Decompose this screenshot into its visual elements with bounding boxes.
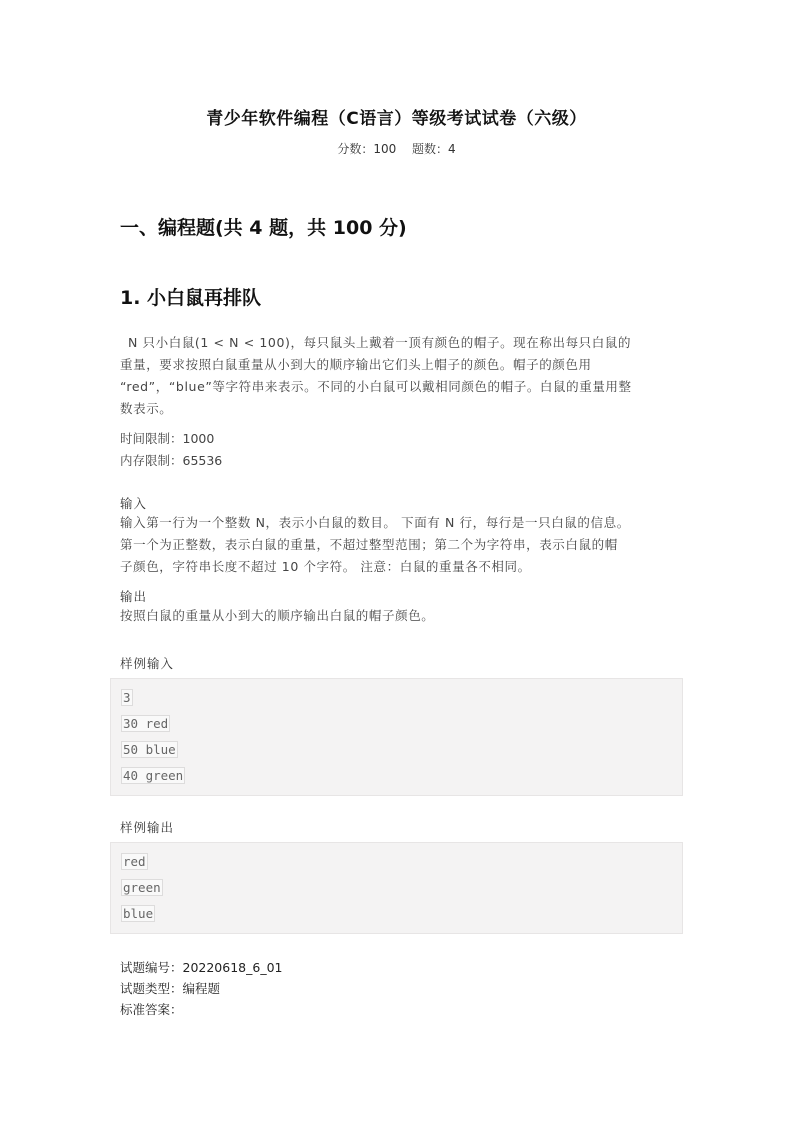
sample-input-line: 40 green (123, 768, 184, 783)
input-text (120, 512, 676, 578)
memory-limit: 内存限制：65536 (120, 453, 223, 468)
output-label: 输出 (120, 589, 148, 604)
sample-input-line: 30 red (123, 716, 169, 731)
sample-output-line: green (123, 880, 161, 895)
output-text: 按照白鼠的重量从小到大的顺序输出白鼠的帽子颜色。 (120, 608, 435, 623)
sample-output-line: blue (123, 906, 154, 921)
question-count: 题数：4 (412, 142, 456, 156)
output-section (120, 587, 676, 627)
problem-description (120, 332, 676, 420)
sample-input-line: 50 blue (123, 742, 176, 757)
description-line: “red”，“blue”等字符串来表示。不同的小白鼠可以戴相同颜色的帽子。白鼠的重量用整 (120, 379, 632, 394)
section-heading: 一、编程题(共 4 题，共 100 分) (120, 217, 407, 239)
description-line: 数表示。 (120, 401, 173, 416)
limits (120, 428, 222, 472)
input-text-line: 输入第一行为一个整数 N，表示小白鼠的数目。 下面有 N 行，每行是一只白鼠的信息。 (120, 515, 630, 530)
document-title: 青少年软件编程（C语言）等级考试试卷（六级） (206, 109, 587, 129)
input-section (120, 494, 676, 578)
sample-output-box (110, 842, 683, 934)
description-line: 重量，要求按照白鼠重量从小到大的顺序输出它们头上帽子的颜色。帽子的颜色用 (120, 357, 592, 372)
input-label: 输入 (120, 496, 148, 511)
description-line: N 只小白鼠(1 < N < 100)，每只鼠头上戴着一顶有颜色的帽子。现在称出每只白鼠的 (128, 335, 632, 350)
question-info (120, 957, 282, 1020)
total-score: 分数：100 (337, 142, 397, 156)
input-text-line: 第一个为正整数，表示白鼠的重量，不超过整型范围；第二个为字符串，表示白鼠的帽 (120, 537, 618, 552)
sample-output-label: 样例输出 (120, 820, 175, 835)
sample-input-line: 3 (123, 690, 131, 705)
question-type: 试题类型：编程题 (120, 981, 221, 996)
time-limit: 时间限制：1000 (120, 431, 215, 446)
document-meta (0, 140, 793, 157)
sample-input-label: 样例输入 (120, 656, 175, 671)
problem-title: 1. 小白鼠再排队 (120, 287, 262, 309)
sample-input-box (110, 678, 683, 796)
input-text-line: 子颜色，字符串长度不超过 10 个字符。 注意：白鼠的重量各不相同。 (120, 559, 531, 574)
sample-output-line: red (123, 854, 146, 869)
question-id: 试题编号：20220618_6_01 (120, 960, 283, 975)
answer-label: 标准答案： (120, 1002, 183, 1017)
